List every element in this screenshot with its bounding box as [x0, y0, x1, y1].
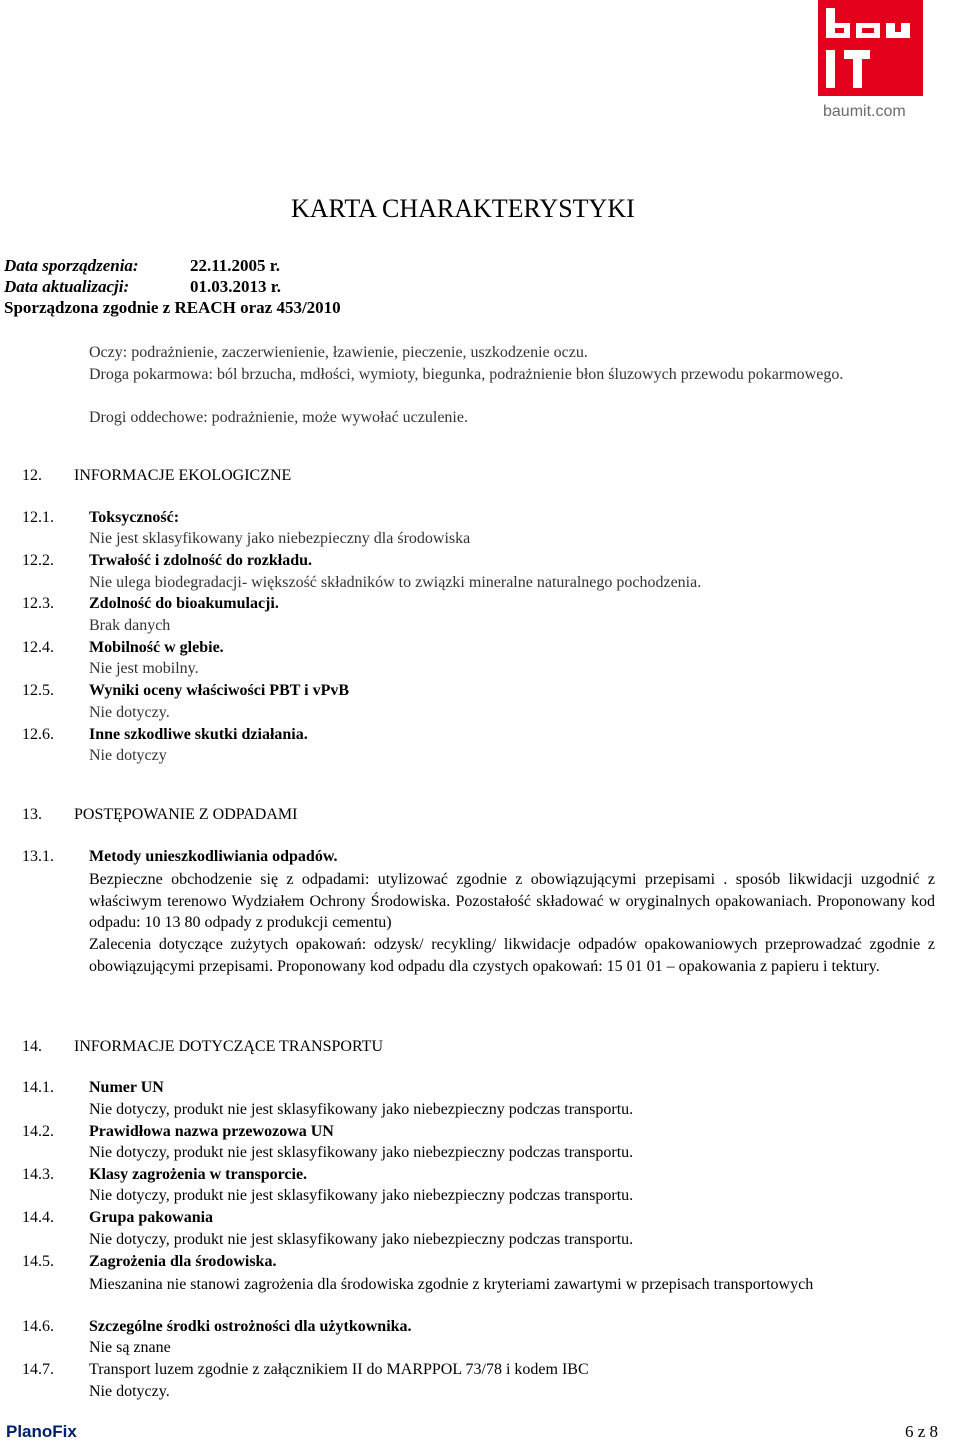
- subsection-value: Nie są znane: [89, 1339, 171, 1356]
- subsection-title: Transport luzem zgodnie z załącznikiem II do MARPPOL 73/78 i kodem IBC: [89, 1361, 589, 1378]
- section-title: INFORMACJE EKOLOGICZNE: [74, 467, 292, 484]
- subsection-number: 12.1.: [22, 509, 54, 526]
- subsection-value: Nie dotyczy, produkt nie jest sklasyfikowany jako niebezpieczny podczas transportu.: [89, 1144, 634, 1161]
- footer-page-number: 6 z 8: [904, 1422, 938, 1441]
- document-title: KARTA CHARAKTERYSTYKI: [291, 194, 635, 223]
- subsection-number: 12.2.: [22, 552, 54, 569]
- subsection-title: Wyniki oceny właściwości PBT i vPvB: [89, 682, 350, 699]
- logo-url: baumit.com: [823, 103, 906, 120]
- section-title: POSTĘPOWANIE Z ODPADAMI: [74, 806, 298, 823]
- subsection-number: 12.4.: [22, 639, 54, 656]
- subsection-title: Zagrożenia dla środowiska.: [89, 1253, 277, 1270]
- subsection-value: Nie dotyczy: [89, 747, 167, 764]
- subsection-value: Nie ulega biodegradacji- większość składników to związki mineralne naturalnego pochodzenia.: [89, 574, 702, 591]
- subsection-number: 14.4.: [22, 1209, 54, 1226]
- subsection-title: Metody unieszkodliwiania odpadów.: [89, 848, 338, 865]
- subsection-number: 13.1.: [22, 848, 54, 865]
- footer-product-name: PlanoFix: [6, 1422, 77, 1441]
- subsection-value: Nie dotyczy.: [89, 704, 170, 721]
- subsection-title: Numer UN: [89, 1079, 164, 1096]
- subsection-value: Nie dotyczy.: [89, 1383, 170, 1400]
- subsection-value: Nie dotyczy, produkt nie jest sklasyfikowany jako niebezpieczny podczas transportu.: [89, 1101, 634, 1118]
- intro-line-eyes: Oczy: podrażnienie, zaczerwienienie, łzawienie, pieczenie, uszkodzenie oczu.: [89, 344, 588, 361]
- baumit-logo: [818, 0, 923, 96]
- waste-disposal-paragraph: Bezpieczne obchodzenie się z odpadami: utylizować zgodnie z obowiązującymi przepisami . sposób likwidacji uzgodnić z właściwym terenowo Wydziałem Ochrony Środowiska. Pozostałość składować w oryginalnych opakowaniach. Proponowany kod odpadu: 10 13 80 odpady z produkcji cementu): [89, 871, 935, 931]
- subsection-number: 14.2.: [22, 1123, 54, 1140]
- subsection-number: 12.6.: [22, 726, 54, 743]
- subsection-title: Mobilność w glebie.: [89, 639, 224, 656]
- subsection-number: 14.5.: [22, 1253, 54, 1270]
- subsection-value: Nie dotyczy, produkt nie jest sklasyfikowany jako niebezpieczny podczas transportu.: [89, 1231, 634, 1248]
- subsection-number: 12.3.: [22, 595, 54, 612]
- subsection-title: Szczególne środki ostrożności dla użytkownika.: [89, 1318, 412, 1335]
- subsection-number: 14.7.: [22, 1361, 54, 1378]
- subsection-value: Mieszanina nie stanowi zagrożenia dla środowiska zgodnie z kryteriami zawartymi w przepisach transportowych: [89, 1276, 814, 1293]
- section-number: 12.: [22, 467, 42, 484]
- section-title: INFORMACJE DOTYCZĄCE TRANSPORTU: [74, 1038, 383, 1055]
- section-number: 13.: [22, 806, 42, 823]
- intro-line-respiratory: Drogi oddechowe: podrażnienie, może wywołać uczulenie.: [89, 409, 468, 426]
- subsection-value: Nie dotyczy, produkt nie jest sklasyfikowany jako niebezpieczny podczas transportu.: [89, 1187, 634, 1204]
- created-label: Data sporządzenia:: [4, 256, 139, 275]
- created-value: 22.11.2005 r.: [190, 256, 281, 275]
- subsection-title: Prawidłowa nazwa przewozowa UN: [89, 1123, 334, 1140]
- subsection-title: Trwałość i zdolność do rozkładu.: [89, 552, 312, 569]
- subsection-value: Brak danych: [89, 617, 171, 634]
- subsection-value: Nie jest sklasyfikowany jako niebezpieczny dla środowiska: [89, 530, 471, 547]
- packaging-recommendations-paragraph: Zalecenia dotyczące zużytych opakowań: odzysk/ recykling/ likwidacje odpadów opakowaniowych przeprowadzać zgodnie z obowiązującymi przepisami. Proponowany kod odpadu dla czystych opakowań: 15 01 01 – opakowania z papieru i tektury.: [89, 936, 935, 975]
- subsection-title: Inne szkodliwe skutki działania.: [89, 726, 308, 743]
- compliance-note: Sporządzona zgodnie z REACH oraz 453/2010: [4, 298, 341, 317]
- updated-value: 01.03.2013 r.: [190, 277, 281, 296]
- subsection-number: 14.3.: [22, 1166, 54, 1183]
- subsection-title: Klasy zagrożenia w transporcie.: [89, 1166, 308, 1183]
- section-number: 14.: [22, 1038, 42, 1055]
- subsection-title: Toksyczność:: [89, 509, 180, 526]
- subsection-number: 12.5.: [22, 682, 54, 699]
- subsection-number: 14.6.: [22, 1318, 54, 1335]
- subsection-title: Grupa pakowania: [89, 1209, 214, 1226]
- subsection-value: Nie jest mobilny.: [89, 660, 199, 677]
- subsection-title: Zdolność do bioakumulacji.: [89, 595, 279, 612]
- subsection-number: 14.1.: [22, 1079, 54, 1096]
- intro-line-digestive: Droga pokarmowa: ból brzucha, mdłości, wymioty, biegunka, podrażnienie błon śluzowych przewodu pokarmowego.: [89, 366, 844, 383]
- updated-label: Data aktualizacji:: [4, 277, 130, 296]
